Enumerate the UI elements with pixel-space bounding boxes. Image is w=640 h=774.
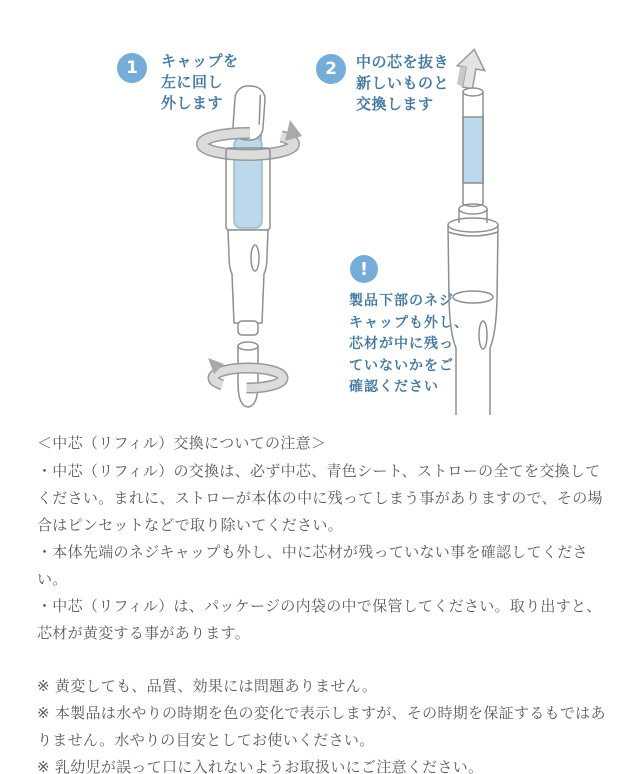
step1-number-badge	[117, 53, 147, 83]
pen-illustration-step2	[412, 42, 532, 422]
pull-up-arrow-icon	[454, 47, 488, 90]
step1-caption-line3: 外します	[161, 94, 224, 112]
screw-cap-tip	[238, 342, 258, 407]
warning-line3: 芯材が中に残っ	[349, 336, 454, 352]
pen-side-window	[479, 321, 487, 349]
warning-line2: キャップも外し、	[349, 314, 469, 331]
step1-caption-line2: 左に回し	[161, 73, 224, 91]
step2-number: 2	[325, 59, 337, 79]
pen-illustration-step1	[190, 78, 310, 423]
warning-line5: 確認ください	[349, 379, 439, 395]
asterisk-notes	[37, 673, 615, 774]
step2-number-badge	[316, 54, 346, 84]
note-bullet-1: ・中芯（リフィル）の交換は、必ず中芯、青色シート、ストローの全てを交換してください。まれに、ストローが本体の中に残ってしまう事がありますので、その場合はピンセットなどで取り除いてください。	[37, 462, 603, 534]
asterisk-note-1: ※ 黄変しても、品質、効果には問題ありません。	[37, 677, 378, 695]
exclamation-mark: !	[359, 258, 369, 280]
pen-bottom-collar	[238, 321, 258, 335]
refill-blue-section	[463, 117, 483, 183]
refill-tube	[463, 88, 483, 207]
step1-number: 1	[126, 58, 138, 78]
pen-body	[448, 218, 498, 415]
step2-caption-line1: 中の芯を抜き	[356, 53, 450, 71]
warning-line1: 製品下部のネジ	[349, 293, 454, 309]
pen-side-window	[251, 245, 259, 271]
step1-caption-line1: キャップを	[161, 52, 239, 70]
step2-caption-line2: 新しいものと	[356, 74, 450, 92]
asterisk-note-2: ※ 本製品は水やりの時期を色の変化で表示しますが、その時期を保証するもではありません。水やりの目安としてお使いください。	[37, 704, 606, 749]
asterisk-note-3: ※ 乳幼児が誤って口に入れないようお取扱いにご注意ください。	[37, 758, 484, 774]
note-bullet-3: ・中芯（リフィル）は、パッケージの内袋の中で保管してください。取り出すと、芯材が黄変する事があります。	[37, 597, 602, 642]
exclamation-icon	[350, 255, 378, 283]
notes-heading: ＜中芯（リフィル）交換についての注意＞	[37, 434, 327, 452]
warning-line4: ていないかをご	[349, 357, 454, 374]
pen-lower-body	[228, 230, 268, 323]
note-bullet-2: ・本体先端のネジキャップも外し、中に芯材が残っていない事を確認してください。	[37, 543, 588, 588]
notes-section	[37, 430, 615, 774]
step2-caption-line3: 交換します	[356, 95, 434, 113]
